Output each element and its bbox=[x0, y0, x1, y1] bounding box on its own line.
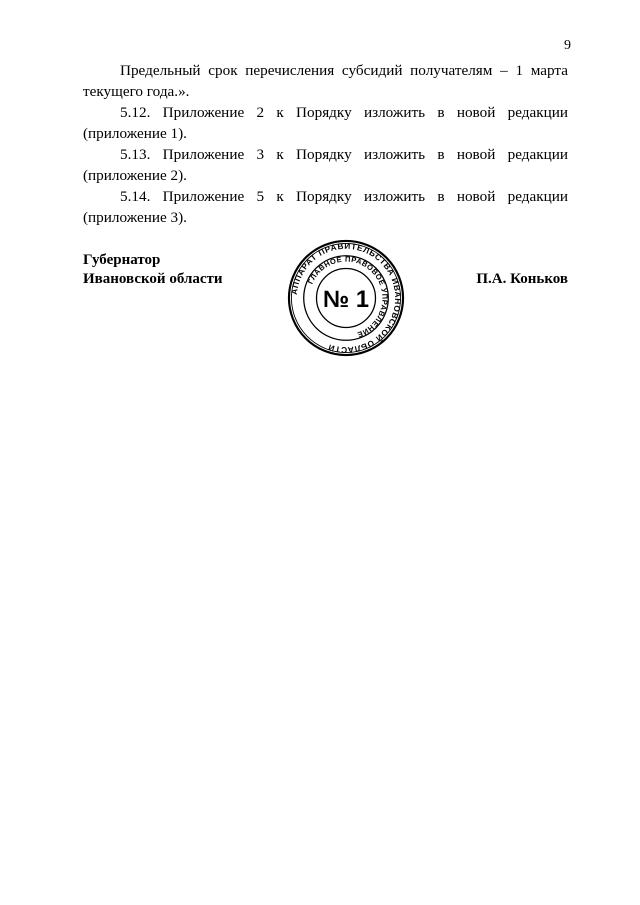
official-seal-stamp bbox=[287, 239, 405, 357]
signatory-name: П.А. Коньков bbox=[476, 271, 568, 287]
signature-block bbox=[83, 241, 568, 366]
signatory-title bbox=[83, 251, 223, 289]
document-body bbox=[83, 60, 568, 228]
paragraph-5-14: 5.14. Приложение 5 к Порядку изложить в новой редакции (приложение 3). bbox=[83, 188, 568, 226]
page-number: 9 bbox=[564, 38, 571, 53]
paragraph-5-12: 5.12. Приложение 2 к Порядку изложить в новой редакции (приложение 1). bbox=[83, 104, 568, 142]
seal-number: № 1 bbox=[323, 286, 369, 313]
signatory-title-line-2: Ивановской области bbox=[83, 271, 223, 287]
seal-inner-text: ГЛАВНОЕ ПРАВОВОЕ УПРАВЛЕНИЕ bbox=[305, 254, 390, 340]
paragraph-5-13: 5.13. Приложение 3 к Порядку изложить в новой редакции (приложение 2). bbox=[83, 146, 568, 184]
signatory-title-line-1: Губернатор bbox=[83, 252, 161, 268]
paragraph-deadline: Предельный срок перечисления субсидий получателям – 1 марта текущего года.». bbox=[83, 62, 568, 100]
seal-outer-text: АППАРАТ ПРАВИТЕЛЬСТВА ИВАНОВСКОЙ ОБЛАСТИ bbox=[289, 241, 403, 355]
